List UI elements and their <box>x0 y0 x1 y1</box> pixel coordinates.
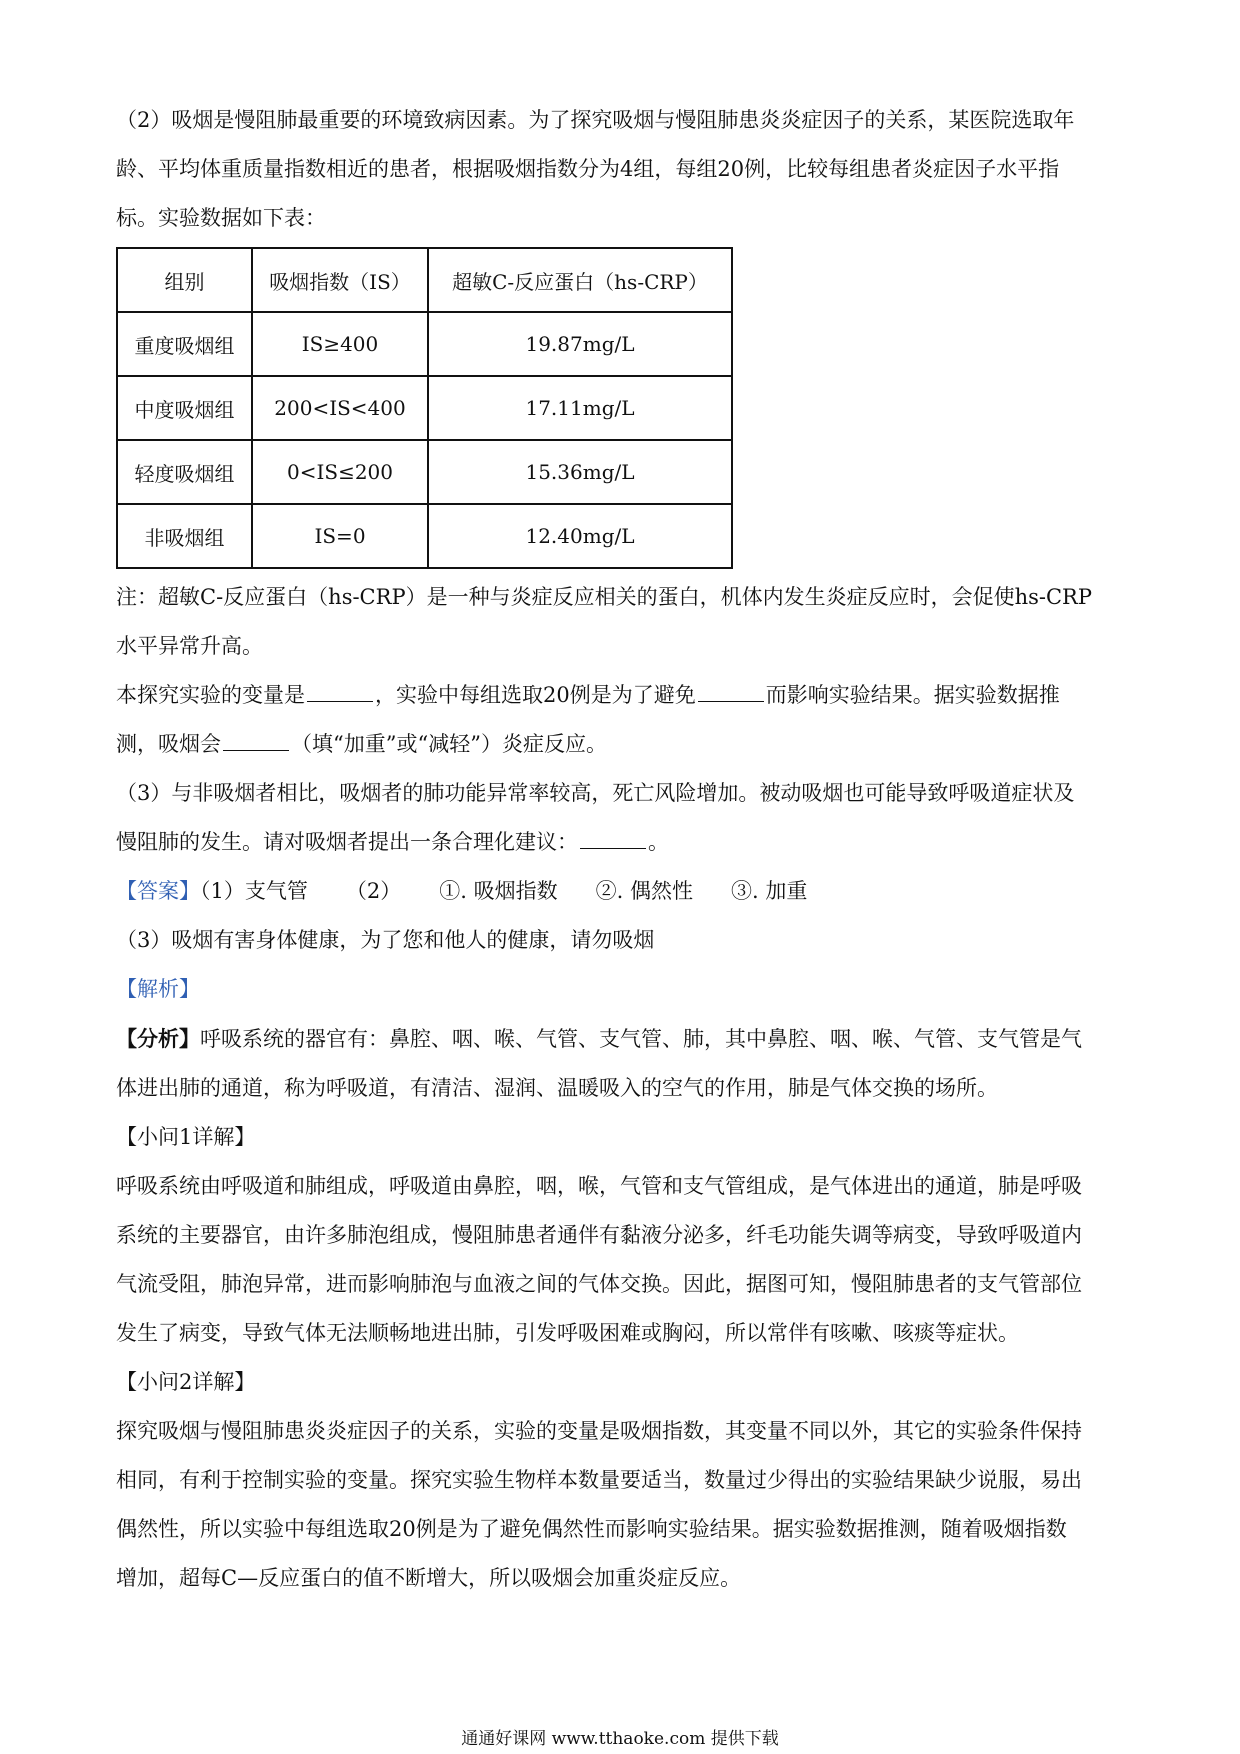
q2-detail-heading: 【小问2详解】 <box>116 1370 256 1394</box>
answer-line: （3）吸烟有害身体健康，为了您和他人的健康，请勿吸烟 <box>116 928 655 952</box>
table-cell: 非吸烟组 <box>117 504 252 568</box>
table-cell: 0<IS≤200 <box>252 440 428 504</box>
intro-line: 标。实验数据如下表： <box>116 206 326 230</box>
table-cell: 重度吸烟组 <box>117 312 252 376</box>
table-cell: 中度吸烟组 <box>117 376 252 440</box>
question-2-line <box>116 720 1126 769</box>
question-text: ，实验中每组选取20例是为了避免 <box>375 683 696 707</box>
answer-text: （1）支气管 <box>200 879 308 903</box>
q2-detail-line: 增加，超每C—反应蛋白的值不断增大，所以吸烟会加重炎症反应。 <box>116 1566 742 1590</box>
q1-detail-heading: 【小问1详解】 <box>116 1125 256 1149</box>
analysis-tag: 【解析】 <box>116 977 200 1001</box>
table-cell: 12.40mg/L <box>428 504 732 568</box>
note-line: 注：超敏C-反应蛋白（hs-CRP）是一种与炎症反应相关的蛋白，机体内发生炎症反应时，会促使hs-CRP <box>116 585 1092 609</box>
table-row <box>117 504 732 568</box>
analysis-line: 体进出肺的通道，称为呼吸道，有清洁、湿润、温暖吸入的空气的作用，肺是气体交换的场所。 <box>116 1076 998 1100</box>
table-cell: 200<IS<400 <box>252 376 428 440</box>
answer-blank <box>223 749 289 751</box>
q2-detail-line: 相同，有利于控制实验的变量。探究实验生物样本数量要适当，数量过少得出的实验结果缺少说服，易出 <box>116 1468 1082 1492</box>
question-text: 本探究实验的变量是 <box>116 683 305 707</box>
answer-text: （2） <box>345 879 402 903</box>
answer-blank <box>698 700 764 702</box>
table-row <box>117 376 732 440</box>
table-cell: 轻度吸烟组 <box>117 440 252 504</box>
answer-text: ②. 偶然性 <box>595 879 693 903</box>
analysis-text: 呼吸系统的器官有：鼻腔、咽、喉、气管、支气管、肺，其中鼻腔、咽、喉、气管、支气管是气 <box>200 1027 1082 1051</box>
table-header-row <box>117 248 732 312</box>
table-header-cell: 吸烟指数（IS） <box>252 248 428 312</box>
smoking-data-table <box>116 247 733 569</box>
table-row <box>117 312 732 376</box>
answer-tag: 【答案】 <box>116 879 200 903</box>
q1-detail-line: 呼吸系统由呼吸道和肺组成，呼吸道由鼻腔，咽，喉，气管和支气管组成，是气体进出的通道，肺是呼吸 <box>116 1174 1082 1198</box>
question-text: 测，吸烟会 <box>116 732 221 756</box>
q2-detail-line: 偶然性，所以实验中每组选取20例是为了避免偶然性而影响实验结果。据实验数据推测，随着吸烟指数 <box>116 1517 1067 1541</box>
intro-line: 龄、平均体重质量指数相近的患者，根据吸烟指数分为4组，每组20例，比较每组患者炎症因子水平指 <box>116 157 1060 181</box>
footer-credit: 通通好课网 www.tthaoke.com 提供下载 <box>461 1729 779 1749</box>
intro-line: （2）吸烟是慢阻肺最重要的环境致病因素。为了探究吸烟与慢阻肺患炎炎症因子的关系，某医院选取年 <box>116 108 1075 132</box>
question-3-line: （3）与非吸烟者相比，吸烟者的肺功能异常率较高，死亡风险增加。被动吸烟也可能导致呼吸道症状及 <box>116 781 1075 805</box>
answer-blank <box>580 847 646 849</box>
table-cell: 17.11mg/L <box>428 376 732 440</box>
table-header-cell: 超敏C-反应蛋白（hs-CRP） <box>428 248 732 312</box>
answer-text: ③. 加重 <box>730 879 808 903</box>
q1-detail-line: 系统的主要器官，由许多肺泡组成，慢阻肺患者通伴有黏液分泌多，纤毛功能失调等病变，导致呼吸道内 <box>116 1223 1082 1247</box>
table-cell: IS=0 <box>252 504 428 568</box>
document-body <box>116 96 1126 1603</box>
question-2-line <box>116 671 1126 720</box>
question-3-line <box>116 818 1126 867</box>
answer-line <box>116 867 1126 916</box>
analysis-heading: 【分析】 <box>116 1026 200 1051</box>
question-text: 慢阻肺的发生。请对吸烟者提出一条合理化建议： <box>116 830 578 854</box>
table-row <box>117 440 732 504</box>
question-text: 而影响实验结果。据实验数据推 <box>765 683 1060 707</box>
question-text: 。 <box>648 830 669 854</box>
answer-blank <box>307 700 373 702</box>
question-text: （填“加重”或“减轻”）炎症反应。 <box>291 732 607 756</box>
table-cell: 19.87mg/L <box>428 312 732 376</box>
note-line: 水平异常升高。 <box>116 634 263 658</box>
table-cell: 15.36mg/L <box>428 440 732 504</box>
q1-detail-line: 发生了病变，导致气体无法顺畅地进出肺，引发呼吸困难或胸闷，所以常伴有咳嗽、咳痰等症状。 <box>116 1321 1019 1345</box>
answer-text: ①. 吸烟指数 <box>439 879 558 903</box>
table-cell: IS≥400 <box>252 312 428 376</box>
table-header-cell: 组别 <box>117 248 252 312</box>
q1-detail-line: 气流受阻，肺泡异常，进而影响肺泡与血液之间的气体交换。因此，据图可知，慢阻肺患者的支气管部位 <box>116 1272 1082 1296</box>
q2-detail-line: 探究吸烟与慢阻肺患炎炎症因子的关系，实验的变量是吸烟指数，其变量不同以外，其它的实验条件保持 <box>116 1419 1082 1443</box>
analysis-line <box>116 1014 1126 1064</box>
